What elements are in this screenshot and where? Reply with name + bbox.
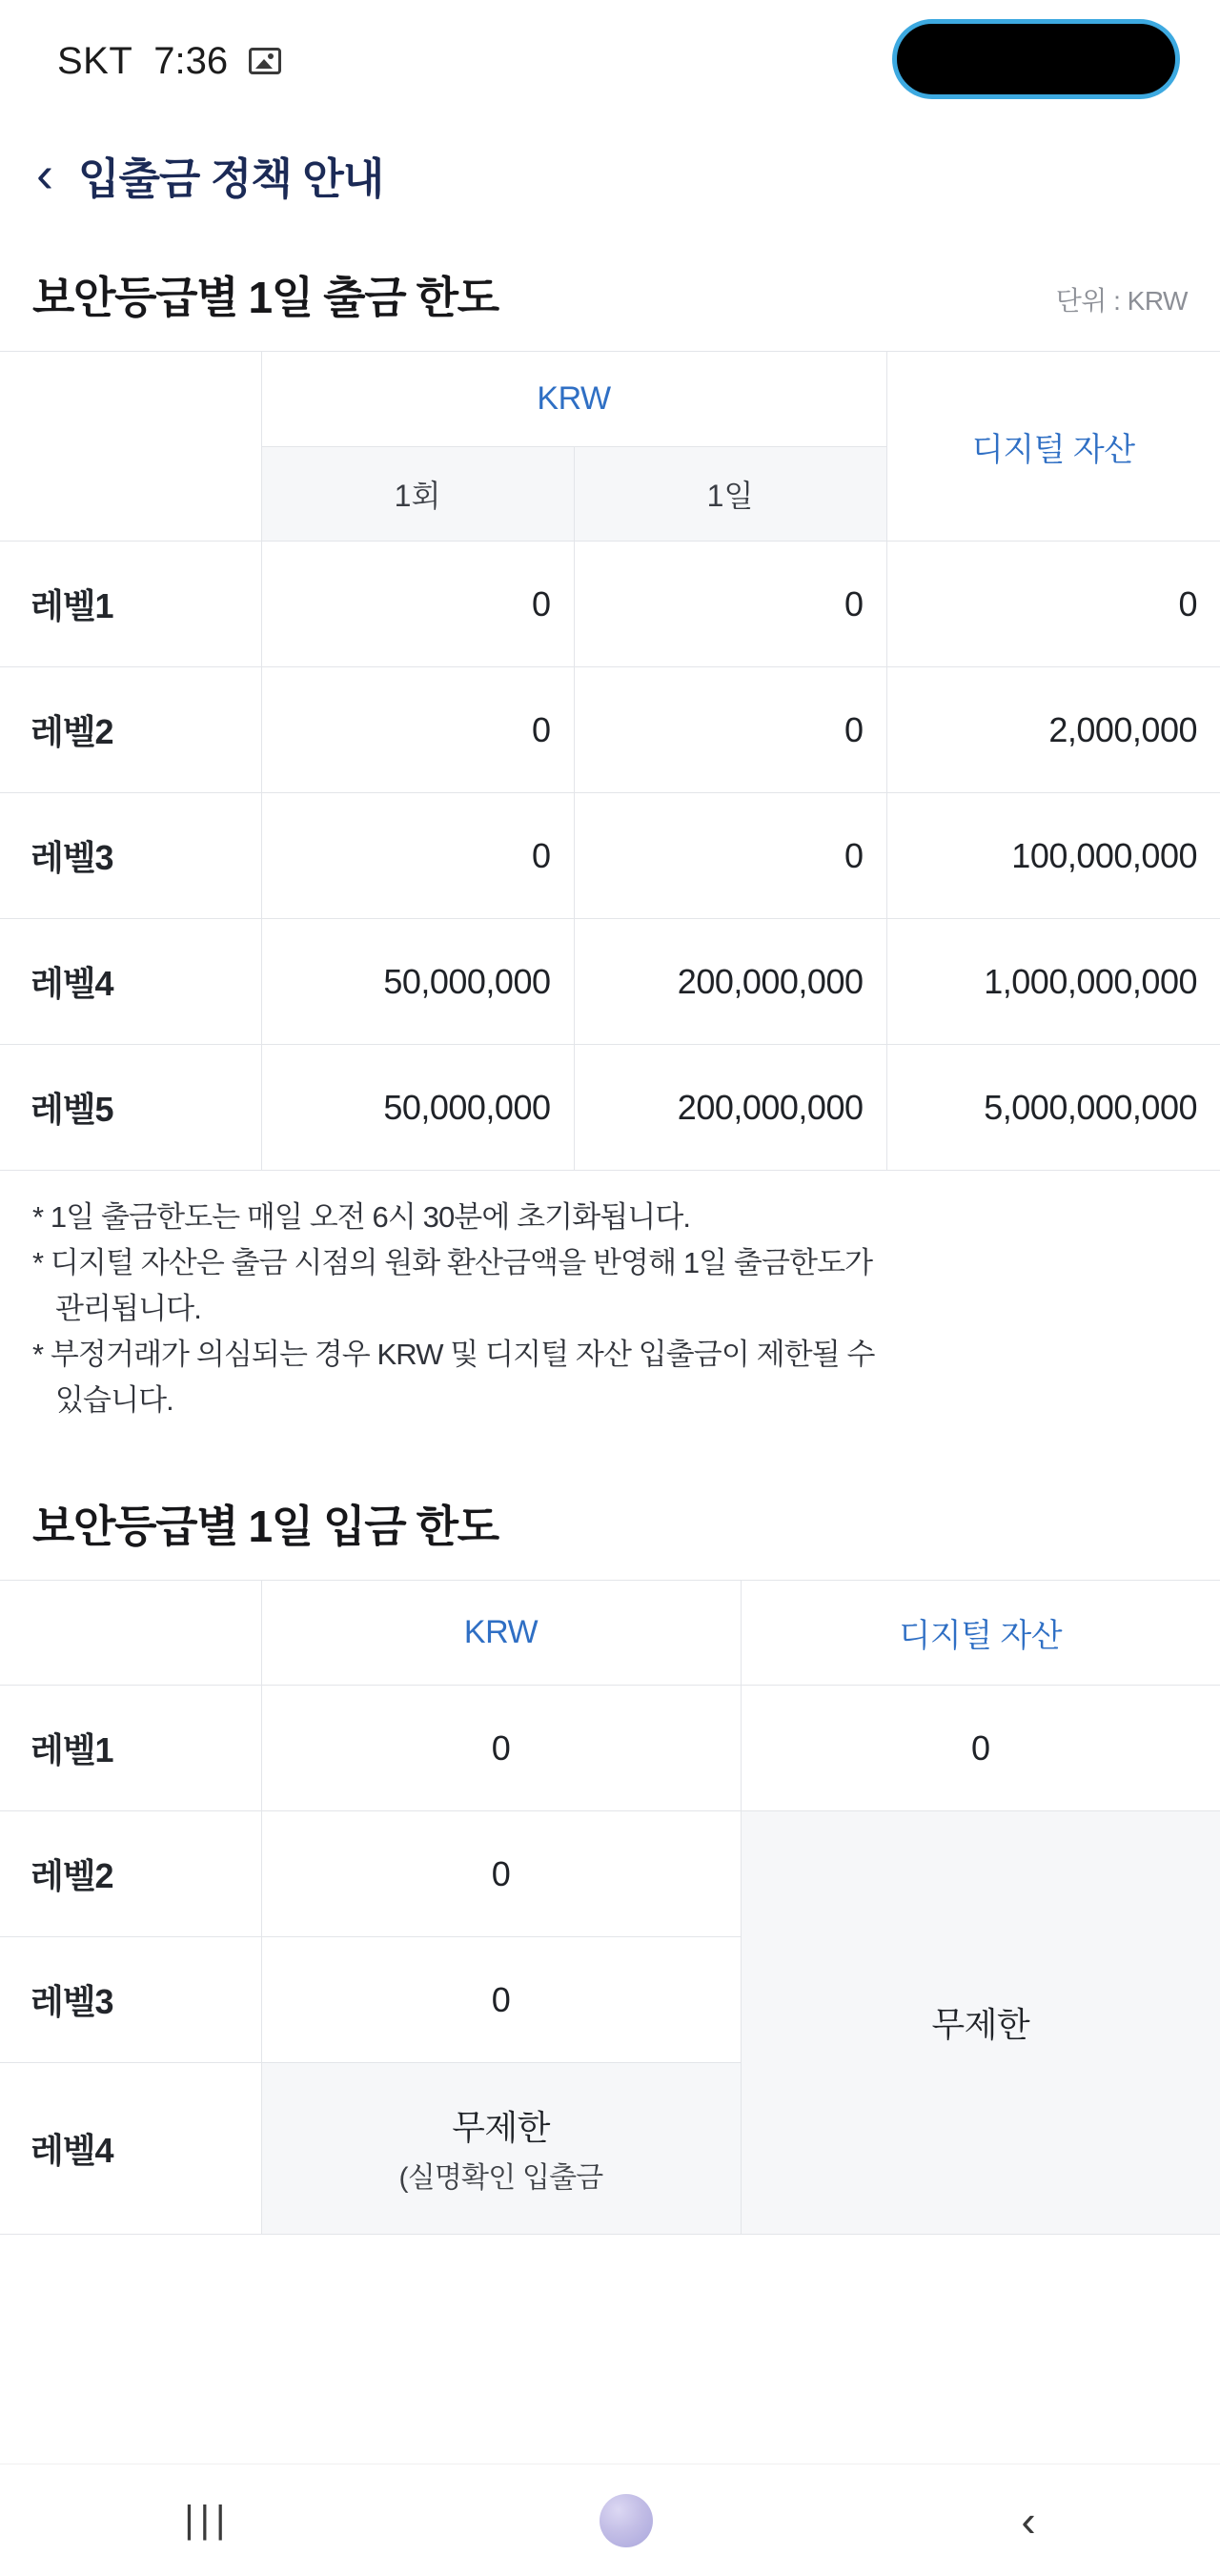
status-left-icons <box>249 48 281 74</box>
recents-button[interactable]: ||| <box>184 2499 232 2541</box>
cell-krw-once-level2: 0 <box>261 667 574 793</box>
cell-krw-day-level2: 0 <box>574 667 886 793</box>
cell-krw-once-level3: 0 <box>261 793 574 919</box>
table-row <box>0 793 1220 919</box>
deposit-section-title: 보안등급별 1일 입금 한도 <box>32 1502 498 1552</box>
note-item-continued: 관리됩니다. <box>55 1291 201 1325</box>
cell-digital-level1: 0 <box>741 1686 1220 1811</box>
cell-krw-once-level5: 50,000,000 <box>261 1045 574 1171</box>
header-krw: KRW <box>261 1581 741 1686</box>
cell-krw-day-level1: 0 <box>574 542 886 667</box>
empty-corner-cell <box>0 1581 261 1686</box>
note-item: * 디지털 자산은 출금 시점의 원화 환산금액을 반영해 1일 출금한도가 <box>32 1245 873 1279</box>
header-per-time: 1회 <box>261 447 574 542</box>
carrier-label: SKT <box>57 39 133 82</box>
row-label-level5: 레벨5 <box>0 1045 261 1171</box>
withdraw-limit-table <box>0 351 1220 1171</box>
table-row <box>0 919 1220 1045</box>
photo-icon <box>249 48 281 74</box>
withdraw-notes <box>0 1171 1220 1433</box>
table-row <box>0 667 1220 793</box>
table-row <box>0 542 1220 667</box>
row-label-level2: 레벨2 <box>0 1811 261 1937</box>
home-button[interactable] <box>600 2494 653 2547</box>
table-row <box>0 1811 1220 1937</box>
withdraw-section-header <box>0 227 1220 351</box>
note-item: * 부정거래가 의심되는 경우 KRW 및 디지털 자산 입출금이 제한될 수 <box>32 1337 875 1371</box>
withdraw-section-title: 보안등급별 1일 출금 한도 <box>32 273 498 322</box>
cell-krw-day-level4: 200,000,000 <box>574 919 886 1045</box>
header-digital-asset: 디지털 자산 <box>741 1581 1220 1686</box>
note-item: * 1일 출금한도는 매일 오전 6시 30분에 초기화됩니다. <box>32 1200 691 1234</box>
table-row <box>0 1686 1220 1811</box>
back-button[interactable]: ‹ <box>1021 2495 1036 2545</box>
cell-krw-level2: 0 <box>261 1811 741 1937</box>
system-nav-bar <box>0 2464 1220 2576</box>
table-row <box>0 1045 1220 1171</box>
app-bar <box>0 122 1220 227</box>
cell-krw-day-level5: 200,000,000 <box>574 1045 886 1171</box>
header-per-day: 1일 <box>574 447 886 542</box>
row-label-level3: 레벨3 <box>0 793 261 919</box>
cell-krw-level3: 0 <box>261 1937 741 2063</box>
withdraw-unit-label: 단위 : KRW <box>1055 286 1188 316</box>
empty-corner-cell <box>0 352 261 542</box>
row-label-level2: 레벨2 <box>0 667 261 793</box>
row-label-level1: 레벨1 <box>0 1686 261 1811</box>
camera-cutout <box>892 19 1180 99</box>
row-label-level3: 레벨3 <box>0 1937 261 2063</box>
page-title: 입출금 정책 안내 <box>77 153 384 203</box>
cell-digital-level3: 100,000,000 <box>886 793 1220 919</box>
cell-digital-level5: 5,000,000,000 <box>886 1045 1220 1171</box>
clock-label: 7:36 <box>153 39 229 82</box>
table-header-row <box>0 352 1220 447</box>
cell-krw-level4-value: 무제한 <box>452 2108 550 2148</box>
cell-digital-level2: 2,000,000 <box>886 667 1220 793</box>
cell-digital-level4: 1,000,000,000 <box>886 919 1220 1045</box>
deposit-limit-table <box>0 1580 1220 2235</box>
cell-krw-day-level3: 0 <box>574 793 886 919</box>
note-item-continued: 있습니다. <box>55 1382 173 1417</box>
cell-krw-level4 <box>261 2063 741 2235</box>
cell-krw-once-level1: 0 <box>261 542 574 667</box>
header-krw: KRW <box>261 352 886 447</box>
row-label-level4: 레벨4 <box>0 2063 261 2235</box>
deposit-section-header <box>0 1433 1220 1580</box>
header-digital-asset: 디지털 자산 <box>886 352 1220 542</box>
row-label-level4: 레벨4 <box>0 919 261 1045</box>
row-label-level1: 레벨1 <box>0 542 261 667</box>
cell-krw-level4-subnote: (실명확인 입출금 <box>398 2162 603 2195</box>
cell-krw-level1: 0 <box>261 1686 741 1811</box>
cell-digital-unlimited: 무제한 <box>741 1811 1220 2235</box>
back-icon[interactable]: ‹ <box>36 146 53 203</box>
table-header-row <box>0 1581 1220 1686</box>
cell-digital-level1: 0 <box>886 542 1220 667</box>
cell-krw-once-level4: 50,000,000 <box>261 919 574 1045</box>
status-bar <box>0 0 1220 122</box>
